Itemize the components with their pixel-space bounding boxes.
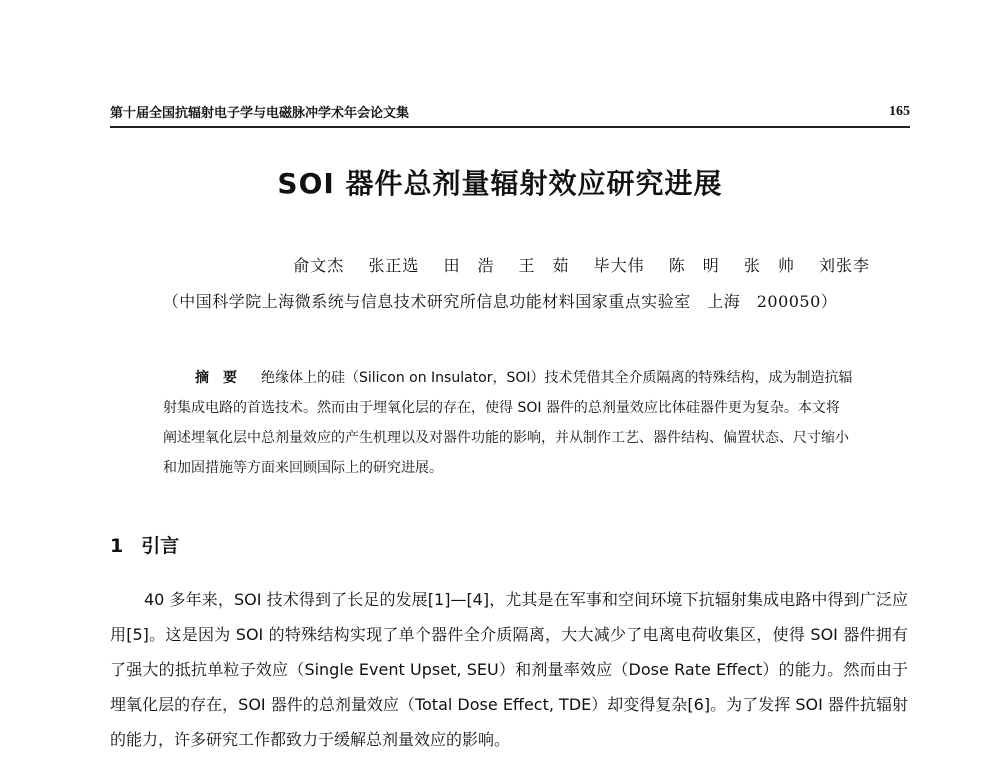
page-number: 165 <box>889 104 910 119</box>
proceedings-title: 第十届全国抗辐射电子学与电磁脉冲学术年会论文集 <box>110 106 410 121</box>
author-list <box>150 253 870 276</box>
section-heading <box>110 531 179 558</box>
author: 俞文杰 <box>293 256 345 275</box>
section-title: 引言 <box>141 535 180 557</box>
body-paragraph <box>110 582 908 757</box>
section-number: 1 <box>110 535 124 557</box>
author: 张正选 <box>368 256 420 275</box>
abstract-text: 绝缘体上的硅（Silicon on Insulator，SOI）技术凭借其全介质隔离的特殊结构，成为制造抗辐射集成电路的首选技术。然而由于埋氧化层的存在，使得 SOI 器件的总剂量效应比体硅器件更为复杂。本文将阐述埋氧化层中总剂量效应的产生机理以及对器件功能的影响，并从制作工艺、器件结构、偏置状态、尺寸缩小和加固措施等方面来回顾国际上的研究进展。 <box>163 370 853 476</box>
paper-title: SOI 器件总剂量辐射效应研究进展 <box>277 167 723 200</box>
author: 王 茹 <box>518 256 570 275</box>
author: 张 帅 <box>743 256 795 275</box>
abstract <box>163 363 853 483</box>
author: 毕大伟 <box>593 256 645 275</box>
abstract-label: 摘要 <box>195 370 251 386</box>
author: 刘张李 <box>818 256 870 275</box>
affiliation: （中国科学院上海微系统与信息技术研究所信息功能材料国家重点实验室 上海 200050） <box>162 292 838 311</box>
author: 陈 明 <box>668 256 720 275</box>
paragraph-text: 40 多年来，SOI 技术得到了长足的发展[1]—[4]，尤其是在军事和空间环境下抗辐射集成电路中得到广泛应用[5]。这是因为 SOI 的特殊结构实现了单个器件全介质隔离，大大减少了电离电荷收集区，使得 SOI 器件拥有了强大的抵抗单粒子效应（Single Event Upset, SEU）和剂量率效应（Dose Rate Effect）的能力。然而由于埋氧化层的存在，SOI 器件的总剂量效应（Total Dose Effect, TDE）却变得复杂[6]。为了发挥 SOI 器件抗辐射的能力，许多研究工作都致力于缓解总剂量效应的影响。 <box>110 590 908 749</box>
author: 田 浩 <box>443 256 495 275</box>
running-header <box>110 100 910 128</box>
